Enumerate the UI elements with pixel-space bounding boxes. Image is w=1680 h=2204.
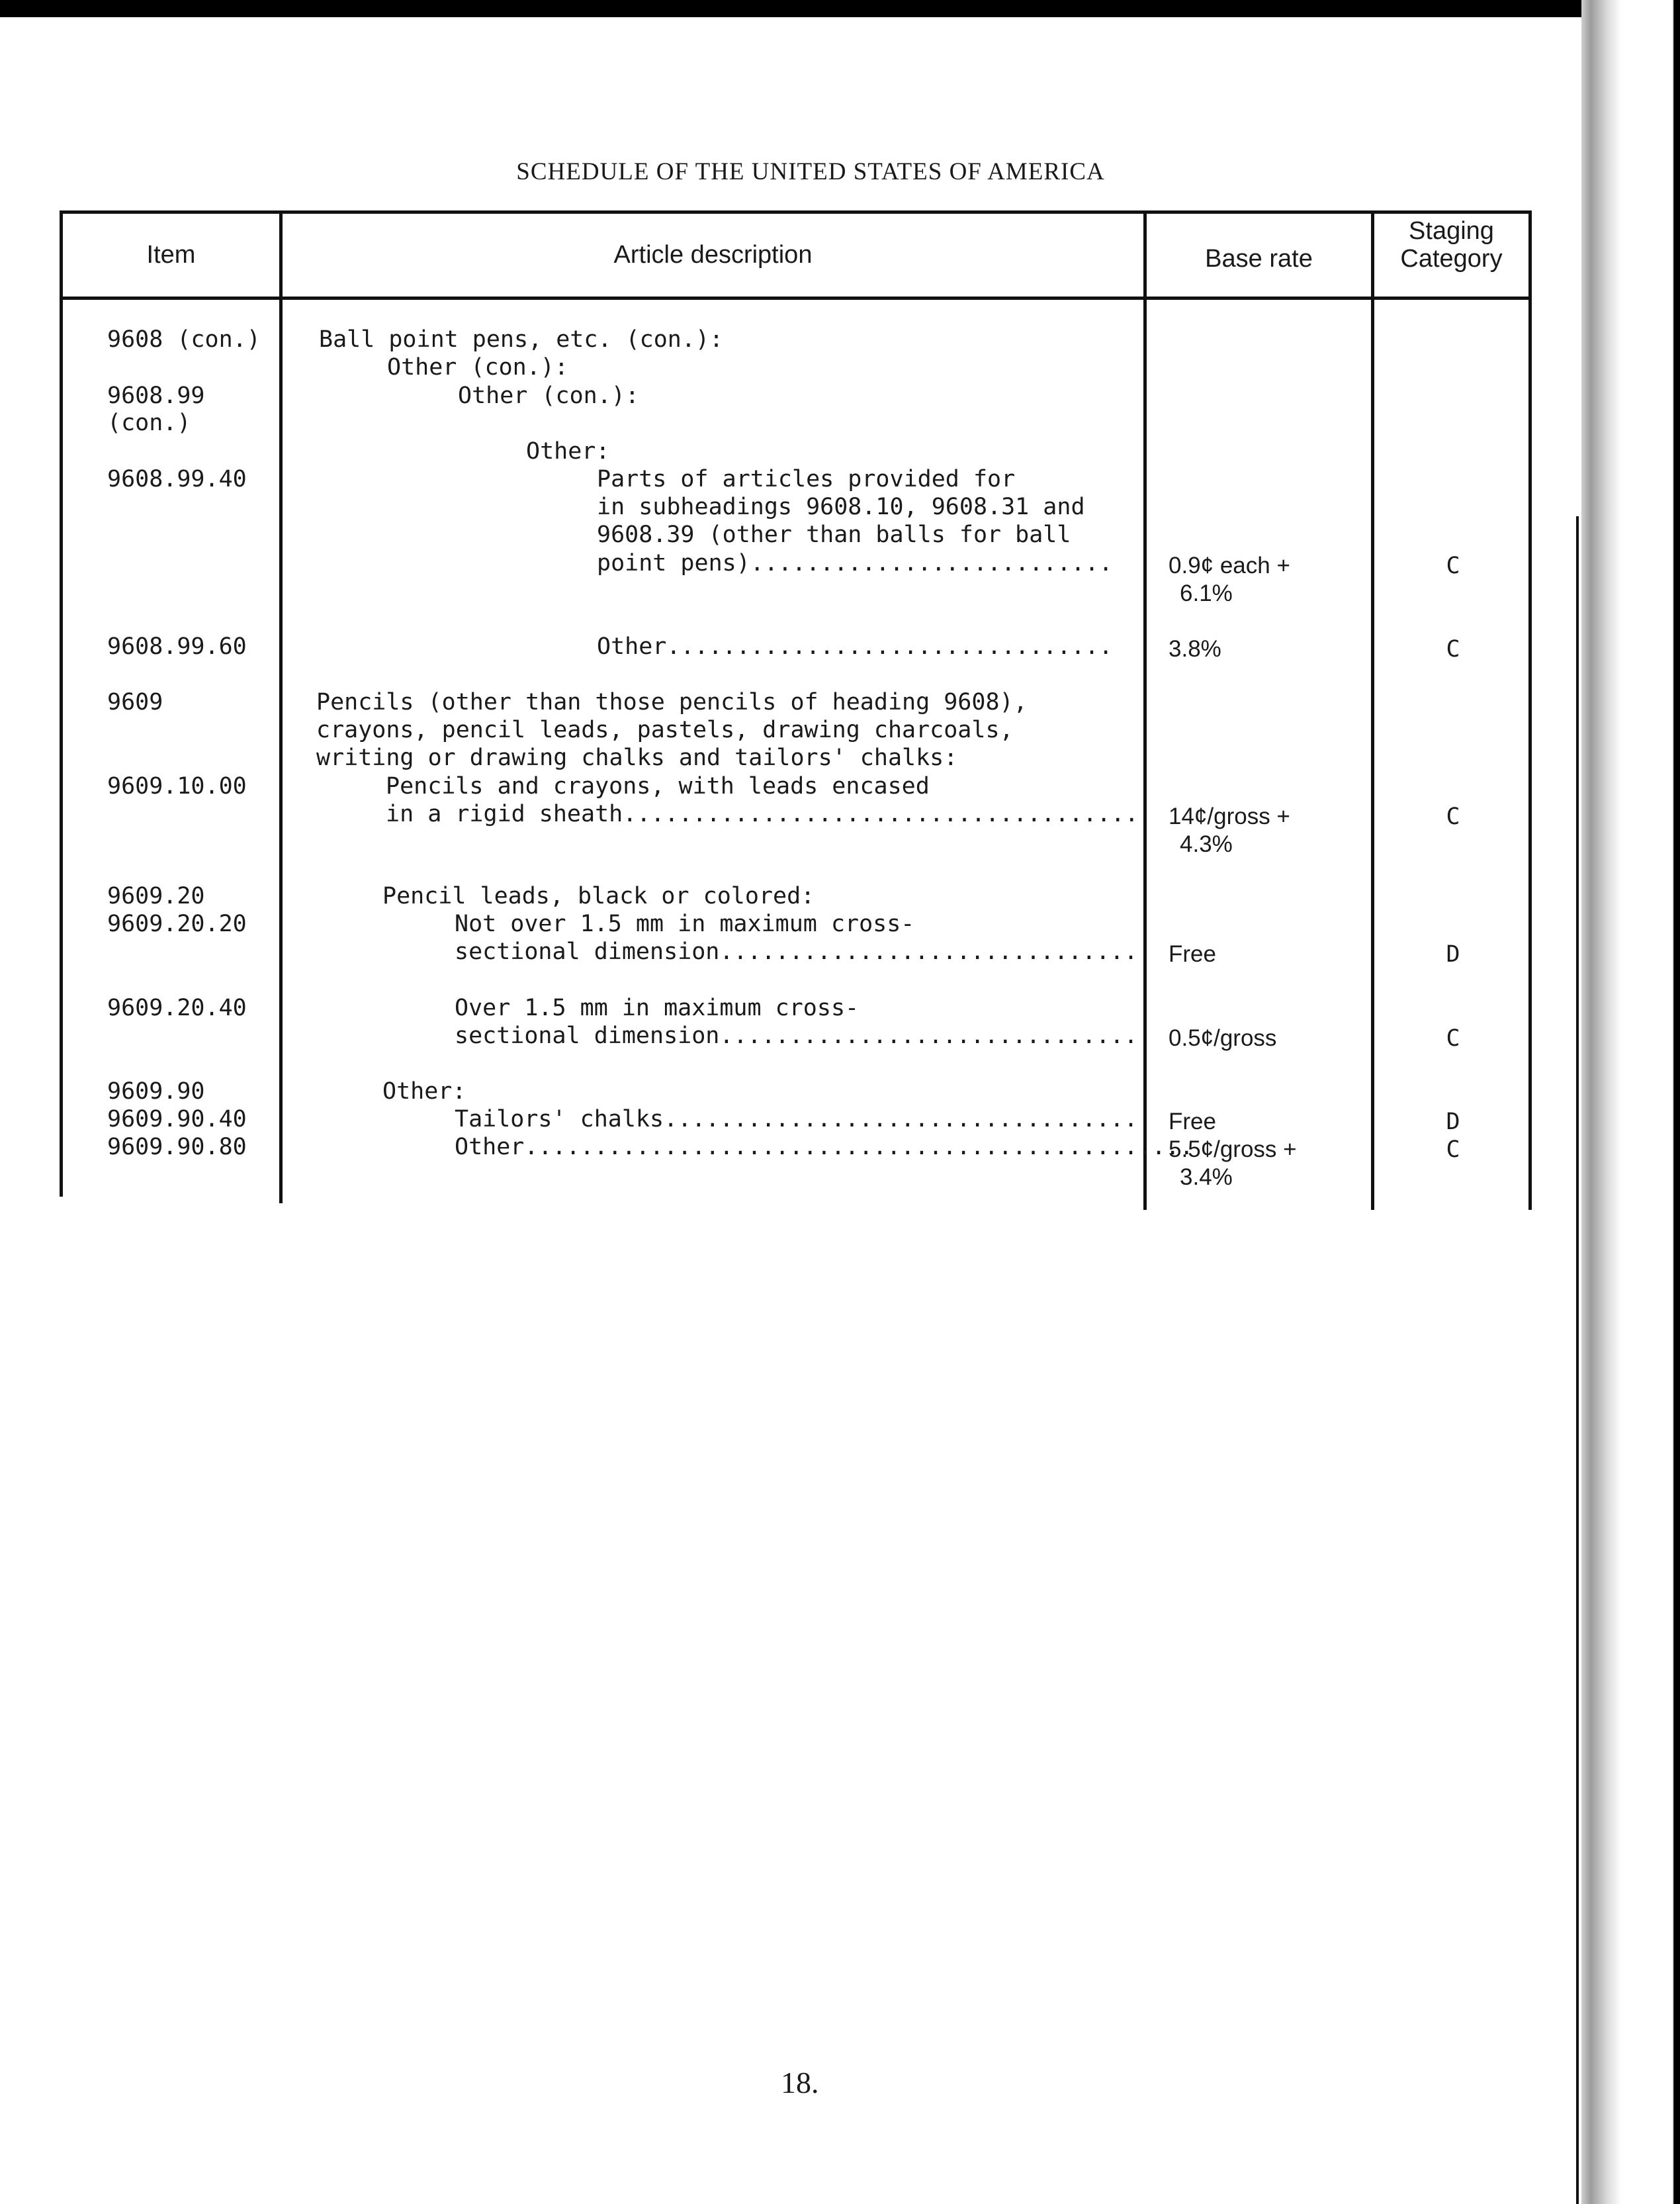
description-line: in a rigid sheath..................................... (386, 801, 1139, 827)
staging-category: D (1446, 1109, 1460, 1135)
description-line: Other: (526, 438, 610, 465)
item-code: 9608.99.60 (107, 633, 247, 660)
base-rate: Free (1169, 941, 1216, 967)
description-column-rule (1143, 210, 1147, 1210)
scan-right-line (1576, 516, 1579, 2204)
item-code: (con.) (107, 410, 191, 436)
item-code: 9608.99 (107, 383, 205, 409)
staging-category: C (1446, 1025, 1460, 1052)
base-rate: 3.4% (1180, 1164, 1233, 1190)
description-line: Other: (382, 1078, 466, 1105)
page-number: 18. (781, 2066, 819, 2099)
header-base-rate: Base rate (1205, 245, 1313, 273)
base-rate: 5.5¢/gross + (1169, 1136, 1297, 1162)
description-line: Other (con.): (387, 354, 568, 381)
header-category: Category (1400, 245, 1503, 273)
item-column-rule (279, 210, 283, 1203)
base-rate: Free (1169, 1109, 1216, 1134)
item-code: 9609.90 (107, 1078, 205, 1105)
item-code: 9608.99.40 (107, 466, 247, 492)
table-left-rule (60, 210, 63, 1197)
staging-category: C (1446, 1136, 1460, 1163)
description-line: Other................................ (597, 633, 1113, 660)
base-rate: 4.3% (1180, 831, 1233, 857)
rate-column-rule (1371, 210, 1374, 1210)
staging-category: C (1446, 804, 1460, 830)
base-rate: 3.8% (1169, 636, 1221, 662)
scan-top-border (0, 0, 1680, 17)
description-line: sectional dimension.............................. (455, 1023, 1138, 1049)
description-line: Ball point pens, etc. (con.): (319, 326, 724, 353)
base-rate: 0.9¢ each + (1169, 553, 1290, 578)
item-code: 9609.90.80 (107, 1134, 247, 1160)
description-line: Not over 1.5 mm in maximum cross- (455, 911, 915, 937)
page-title: SCHEDULE OF THE UNITED STATES OF AMERICA (516, 158, 1105, 185)
description-line: crayons, pencil leads, pastels, drawing charcoals, (316, 717, 1014, 743)
item-code: 9609 (107, 689, 163, 715)
base-rate: 14¢/gross + (1169, 804, 1290, 829)
description-line: sectional dimension.............................. (455, 939, 1138, 965)
description-line: Pencil leads, black or colored: (382, 883, 815, 909)
table-right-rule (1528, 210, 1532, 1210)
item-code: 9608 (con.) (107, 326, 261, 353)
description-line: Other................................................ (455, 1134, 1194, 1160)
scan-right-edge (1581, 0, 1680, 2204)
staging-category: D (1446, 941, 1460, 968)
item-code: 9609.20 (107, 883, 205, 909)
staging-category: C (1446, 636, 1460, 663)
base-rate: 6.1% (1180, 580, 1233, 606)
description-line: Pencils (other than those pencils of heading 9608), (316, 689, 1028, 715)
description-line: Parts of articles provided for (597, 466, 1016, 492)
base-rate: 0.5¢/gross (1169, 1025, 1277, 1051)
description-line: 9608.39 (other than balls for ball (597, 522, 1071, 548)
description-line: writing or drawing chalks and tailors' chalks: (316, 745, 958, 771)
description-line: Other (con.): (458, 383, 639, 409)
description-line: Tailors' chalks.................................. (455, 1106, 1138, 1132)
description-line: Pencils and crayons, with leads encased (386, 773, 930, 800)
item-code: 9609.20.20 (107, 911, 247, 937)
description-line: point pens).......................... (597, 550, 1113, 576)
item-code: 9609.20.40 (107, 995, 247, 1021)
header-staging: Staging (1409, 217, 1494, 245)
header-description: Article description (613, 241, 813, 269)
item-code: 9609.10.00 (107, 773, 247, 800)
staging-category: C (1446, 553, 1460, 579)
header-item: Item (146, 241, 196, 269)
item-code: 9609.90.40 (107, 1106, 247, 1132)
description-line: in subheadings 9608.10, 9608.31 and (597, 494, 1085, 520)
description-line: Over 1.5 mm in maximum cross- (455, 995, 860, 1021)
